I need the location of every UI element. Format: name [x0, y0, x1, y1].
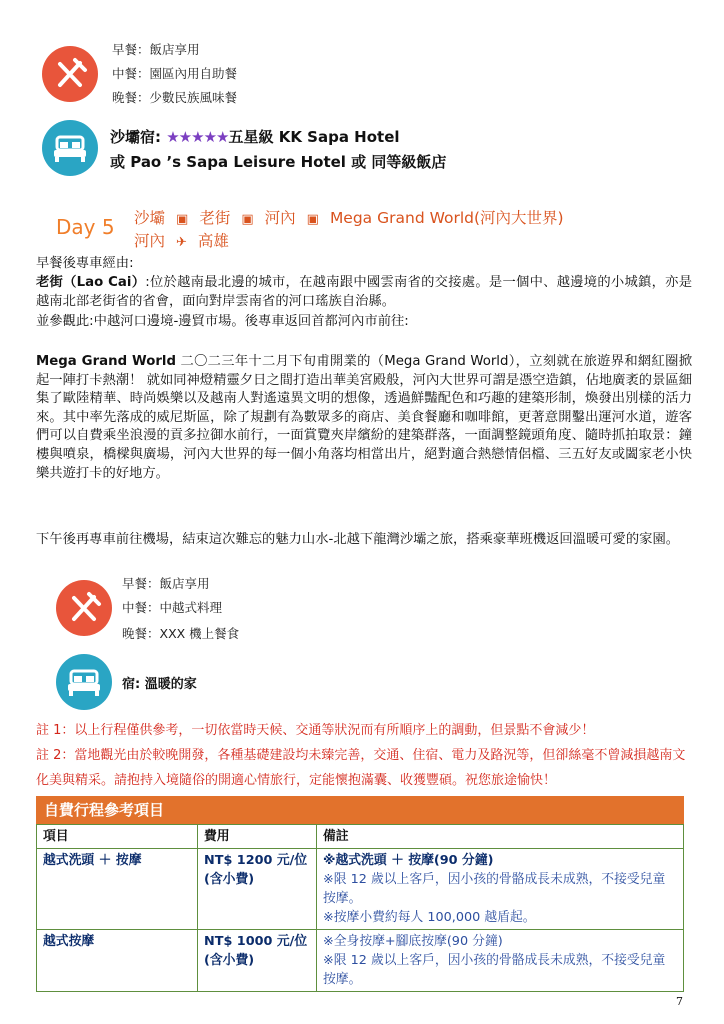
route-stop: 河內	[264, 209, 296, 227]
row-price-cell	[198, 849, 317, 930]
row-item: 越式按摩	[37, 930, 198, 992]
dinner-text: 晚餐：少數民族風味餐	[112, 90, 238, 105]
visit-text: 並參觀此:中越河口邊境-邊貿市場。後專車返回首都河內市前往:	[36, 314, 409, 329]
page-number: 7	[676, 995, 683, 1008]
row-price: NT$ 1200 元/位	[204, 853, 308, 868]
row-item: 越式洗頭 ＋ 按摩	[37, 849, 198, 930]
note-2: 註 2：當地觀光由於較晚開發，各種基礎建設均未臻完善，交通、住宿、電力及路況等，但卻絲毫不曾減損越南文化美與精采。請抱持入境隨俗的開適心情旅行，定能懷抱滿囊、收獲豐碩。祝您旅途愉快！	[36, 748, 686, 788]
lunch-text: 中餐：園區內用自助餐	[112, 66, 238, 81]
fork-knife-icon	[42, 46, 98, 102]
row-price-note: (含小費)	[204, 872, 255, 887]
row-note: ※限 12 歲以上客戶，因小孩的骨骼成長未成熟，不接受兒童按摩。	[323, 953, 666, 987]
hotel-line-2: 或 Pao ’s Sapa Leisure Hotel 或 同等級飯店	[110, 153, 447, 171]
optional-tours-table	[36, 796, 684, 992]
route-row-2	[134, 229, 229, 251]
table-row	[37, 930, 684, 992]
breakfast-text: 早餐：飯店享用	[112, 42, 200, 57]
bed-icon	[42, 120, 98, 176]
hotel-icon-circle	[56, 654, 112, 710]
route-row-1	[134, 206, 564, 228]
table-body	[36, 824, 684, 992]
route-stop: Mega Grand World(河內大世界)	[329, 209, 564, 227]
mega-paragraph	[36, 353, 692, 483]
hotel-icon-circle	[42, 120, 98, 176]
hotel-stars: ★★★★★	[166, 128, 229, 146]
meal-icon-circle	[56, 580, 112, 636]
hotel-name: 五星級 KK Sapa Hotel	[228, 128, 400, 146]
row-note: ※越式洗頭 ＋ 按摩(90 分鐘)	[323, 853, 494, 868]
lunch-text: 中餐：中越式料理	[122, 600, 223, 615]
hotel-prefix: 沙壩宿:	[110, 128, 161, 146]
row-price-note: (含小費)	[204, 953, 255, 968]
row-note: ※限 12 歲以上客戶，因小孩的骨骼成長未成熟，不接受兒童按摩。	[323, 872, 666, 906]
laocai-title: 老街（Lao Cai）	[36, 275, 146, 290]
hotel-text: 宿: 溫暖的家	[122, 677, 197, 692]
table-row	[37, 849, 684, 930]
bus-icon: ▣	[176, 212, 189, 227]
meal-icon-circle	[42, 46, 98, 102]
fork-knife-icon	[56, 580, 112, 636]
row-note: ※全身按摩+腳底按摩(90 分鐘)	[323, 934, 503, 949]
note-1: 註 1：以上行程僅供參考，一切依當時天候、交通等狀況而有所順序上的調動，但景點不會減少！	[36, 723, 595, 738]
laocai-paragraph	[36, 274, 692, 311]
header-notes: 備註	[317, 825, 684, 849]
row-notes	[317, 930, 684, 992]
header-price: 費用	[198, 825, 317, 849]
row-price-cell	[198, 930, 317, 992]
afternoon-text: 下午後再專車前往機場，結束這次難忘的魅力山水-北越下龍灣沙壩之旅，搭乘豪華班機返回溫暖可愛的家園。	[36, 532, 680, 547]
table-header-row	[37, 825, 684, 849]
plane-icon: ✈	[176, 235, 187, 250]
mega-title: Mega Grand World	[36, 354, 176, 369]
intro-text: 早餐後專車經由:	[36, 256, 134, 271]
breakfast-text: 早餐：飯店享用	[122, 576, 210, 591]
table-title: 自費行程參考項目	[36, 796, 684, 824]
header-item: 項目	[37, 825, 198, 849]
bus-icon: ▣	[306, 212, 319, 227]
row-notes	[317, 849, 684, 930]
mega-text: 二〇二三年十二月下旬甫開業的（Mega Grand World），立刻就在旅遊界和網紅圈掀起一陣打卡熱潮！ 就如同神燈精靈夕日之間打造出華美宮殿般，河內大世界可謂是憑空造鎮，佔地廣袤的景區細集了歐陸精華、時尚娛樂以及越南人對遙遠異文明的想像，透過鮮豔配色和巧趣的建築形制，煥發出別樣的活力來。其中率先落成的威尼斯區，除了規劃有為數眾多的商店、美食餐廳和咖啡館，更著意開鑿出運河水道，遊客們可以自費乘坐浪漫的貢多拉御水前行，一面賞覽夾岸繽紛的建築群落，一面調整鏡頭角度、隨時抓拍取景：鐘樓與噴泉，橋樑與廣場，河內大世界的每一個小角落均相當出片，絕對適合熱戀情侶檔、三五好友或闔家老小快樂共遊打卡的好地方。	[36, 354, 692, 481]
row-price: NT$ 1000 元/位	[204, 934, 308, 949]
bus-icon: ▣	[241, 212, 254, 227]
hotel-line-1	[110, 126, 400, 147]
bed-icon	[56, 654, 112, 710]
route-stop: 高雄	[197, 232, 229, 250]
route-stop: 河內	[134, 232, 166, 250]
laocai-text: :位於越南最北邊的城市，在越南跟中國雲南省的交接處。是一個中、越邊境的小城鎮，亦是越南北部老街省的省會，面向對岸雲南省的河口瑤族自治縣。	[36, 275, 692, 309]
route-stop: 老街	[199, 209, 231, 227]
day-label: Day 5	[56, 215, 115, 239]
dinner-text: 晚餐：XXX 機上餐食	[122, 626, 240, 641]
row-note: ※按摩小費約每人 100,000 越盾起。	[323, 910, 536, 925]
route-stop: 沙壩	[134, 209, 166, 227]
